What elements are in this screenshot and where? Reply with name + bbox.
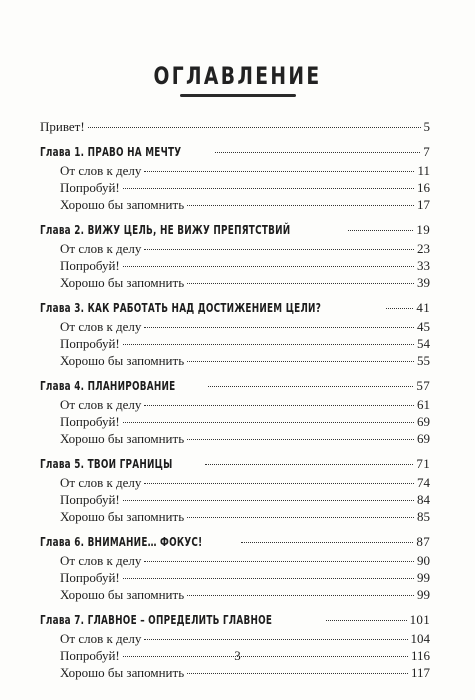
dot-leader xyxy=(123,344,414,345)
toc-entry-page: 104 xyxy=(410,631,430,646)
dot-leader xyxy=(144,171,414,172)
dot-leader xyxy=(88,127,421,128)
title-underline xyxy=(180,94,296,97)
dot-leader xyxy=(348,230,413,231)
dot-leader xyxy=(144,405,414,406)
toc-entry-page: 23 xyxy=(417,241,430,256)
toc-entry-page: 99 xyxy=(417,587,430,602)
toc-entry-label: Попробуй! xyxy=(60,258,120,273)
page-title: ОГЛАВЛЕНИЕ xyxy=(153,62,322,90)
toc-subentry[interactable] xyxy=(40,552,430,569)
toc-entry-label: Глава 6. ВНИМАНИЕ… ФОКУС! xyxy=(40,535,203,549)
toc-subentry[interactable] xyxy=(40,162,430,179)
toc-entry-label: Хорошо бы запомнить xyxy=(60,665,185,680)
toc-entry-intro[interactable] xyxy=(40,118,430,135)
toc-subentry[interactable] xyxy=(40,318,430,335)
toc-chapter-2[interactable] xyxy=(40,220,430,240)
toc-entry-label: Глава 1. ПРАВО НА МЕЧТУ xyxy=(40,145,182,159)
dot-leader xyxy=(144,561,414,562)
table-of-contents xyxy=(40,118,430,688)
dot-leader xyxy=(187,205,414,206)
toc-subentry[interactable] xyxy=(40,491,430,508)
toc-subentry[interactable] xyxy=(40,396,430,413)
dot-leader xyxy=(144,483,414,484)
toc-subentry[interactable] xyxy=(40,569,430,586)
toc-entry-label: Хорошо бы запомнить xyxy=(60,587,185,602)
toc-subentry[interactable] xyxy=(40,664,430,681)
toc-subentry[interactable] xyxy=(40,179,430,196)
toc-entry-label: От слов к делу xyxy=(60,553,142,568)
toc-entry-page: 57 xyxy=(416,378,430,393)
toc-entry-page: 117 xyxy=(410,665,430,680)
dot-leader xyxy=(123,266,414,267)
toc-entry-page: 69 xyxy=(417,414,430,429)
dot-leader xyxy=(241,542,413,543)
dot-leader xyxy=(326,620,406,621)
dot-leader xyxy=(144,249,414,250)
dot-leader xyxy=(187,517,414,518)
dot-leader xyxy=(123,188,414,189)
toc-chapter-4[interactable] xyxy=(40,376,430,396)
toc-entry-page: 17 xyxy=(417,197,430,212)
toc-entry-page: 69 xyxy=(417,431,430,446)
toc-entry-label: От слов к делу xyxy=(60,163,142,178)
toc-entry-page: 85 xyxy=(417,509,430,524)
toc-entry-label: От слов к делу xyxy=(60,397,142,412)
toc-entry-page: 101 xyxy=(409,612,430,627)
toc-entry-label: Хорошо бы запомнить xyxy=(60,509,185,524)
dot-leader xyxy=(123,578,414,579)
toc-entry-page: 55 xyxy=(417,353,430,368)
dot-leader xyxy=(208,386,413,387)
toc-entry-label: Попробуй! xyxy=(60,648,120,663)
toc-entry-label: От слов к делу xyxy=(60,241,142,256)
toc-entry-label: Глава 7. ГЛАВНОЕ – ОПРЕДЕЛИТЬ ГЛАВНОЕ xyxy=(40,613,273,627)
chapter-block xyxy=(40,220,430,291)
toc-entry-page: 74 xyxy=(417,475,430,490)
toc-entry-page: 11 xyxy=(417,163,430,178)
toc-entry-label: От слов к делу xyxy=(60,319,142,334)
toc-chapter-5[interactable] xyxy=(40,454,430,474)
chapter-block xyxy=(40,454,430,525)
toc-subentry[interactable] xyxy=(40,257,430,274)
toc-entry-page: 99 xyxy=(417,570,430,585)
toc-entry-label: От слов к делу xyxy=(60,475,142,490)
toc-entry-page: 7 xyxy=(423,144,430,159)
toc-entry-label: Привет! xyxy=(40,119,85,134)
page-number: 3 xyxy=(234,648,241,663)
toc-entry-label: Попробуй! xyxy=(60,570,120,585)
toc-chapter-3[interactable] xyxy=(40,298,430,318)
toc-entry-page: 5 xyxy=(423,119,430,134)
toc-entry-page: 41 xyxy=(416,300,430,315)
dot-leader xyxy=(123,422,414,423)
toc-entry-label: Хорошо бы запомнить xyxy=(60,431,185,446)
toc-entry-label: Глава 5. ТВОИ ГРАНИЦЫ xyxy=(40,457,173,471)
chapter-block xyxy=(40,142,430,213)
toc-subentry[interactable] xyxy=(40,586,430,603)
toc-subentry[interactable] xyxy=(40,274,430,291)
toc-entry-label: Попробуй! xyxy=(60,180,120,195)
toc-chapter-7[interactable] xyxy=(40,610,430,630)
toc-entry-page: 116 xyxy=(410,648,430,663)
toc-entry-label: Хорошо бы запомнить xyxy=(60,197,185,212)
dot-leader xyxy=(187,283,414,284)
toc-subentry[interactable] xyxy=(40,196,430,213)
toc-subentry[interactable] xyxy=(40,240,430,257)
chapter-block xyxy=(40,610,430,681)
toc-entry-page: 45 xyxy=(417,319,430,334)
dot-leader xyxy=(144,639,407,640)
toc-subentry[interactable] xyxy=(40,508,430,525)
dot-leader xyxy=(144,327,414,328)
toc-entry-page: 90 xyxy=(417,553,430,568)
toc-entry-label: Попробуй! xyxy=(60,336,120,351)
dot-leader xyxy=(215,152,420,153)
toc-entry-label: Глава 4. ПЛАНИРОВАНИЕ xyxy=(40,379,176,393)
toc-entry-page: 61 xyxy=(417,397,430,412)
toc-subentry[interactable] xyxy=(40,352,430,369)
toc-chapter-6[interactable] xyxy=(40,532,430,552)
chapter-block xyxy=(40,298,430,369)
toc-entry-label: Попробуй! xyxy=(60,492,120,507)
toc-entry-label: Хорошо бы запомнить xyxy=(60,353,185,368)
dot-leader xyxy=(187,595,414,596)
toc-subentry[interactable] xyxy=(40,474,430,491)
toc-entry-label: Глава 3. КАК РАБОТАТЬ НАД ДОСТИЖЕНИЕМ ЦЕЛИ? xyxy=(40,301,322,315)
toc-entry-page: 84 xyxy=(417,492,430,507)
chapter-block xyxy=(40,532,430,603)
toc-subentry[interactable] xyxy=(40,413,430,430)
toc-entry-label: От слов к делу xyxy=(60,631,142,646)
dot-leader xyxy=(187,361,414,362)
toc-entry-page: 71 xyxy=(416,456,430,471)
toc-subentry[interactable] xyxy=(40,430,430,447)
dot-leader xyxy=(123,500,414,501)
toc-entry-label: Глава 2. ВИЖУ ЦЕЛЬ, НЕ ВИЖУ ПРЕПЯТСТВИЙ xyxy=(40,223,291,237)
toc-entry-page: 39 xyxy=(417,275,430,290)
toc-entry-label: Попробуй! xyxy=(60,414,120,429)
toc-entry-page: 87 xyxy=(416,534,430,549)
toc-entry-page: 54 xyxy=(417,336,430,351)
dot-leader xyxy=(205,464,414,465)
chapter-block xyxy=(40,376,430,447)
chapter-list xyxy=(40,142,430,681)
toc-subentry[interactable] xyxy=(40,630,430,647)
toc-entry-label: Хорошо бы запомнить xyxy=(60,275,185,290)
toc-entry-page: 19 xyxy=(416,222,430,237)
dot-leader xyxy=(386,308,414,309)
dot-leader xyxy=(187,673,408,674)
toc-entry-page: 33 xyxy=(417,258,430,273)
toc-entry-page: 16 xyxy=(417,180,430,195)
dot-leader xyxy=(187,439,414,440)
toc-subentry[interactable] xyxy=(40,335,430,352)
toc-chapter-1[interactable] xyxy=(40,142,430,162)
